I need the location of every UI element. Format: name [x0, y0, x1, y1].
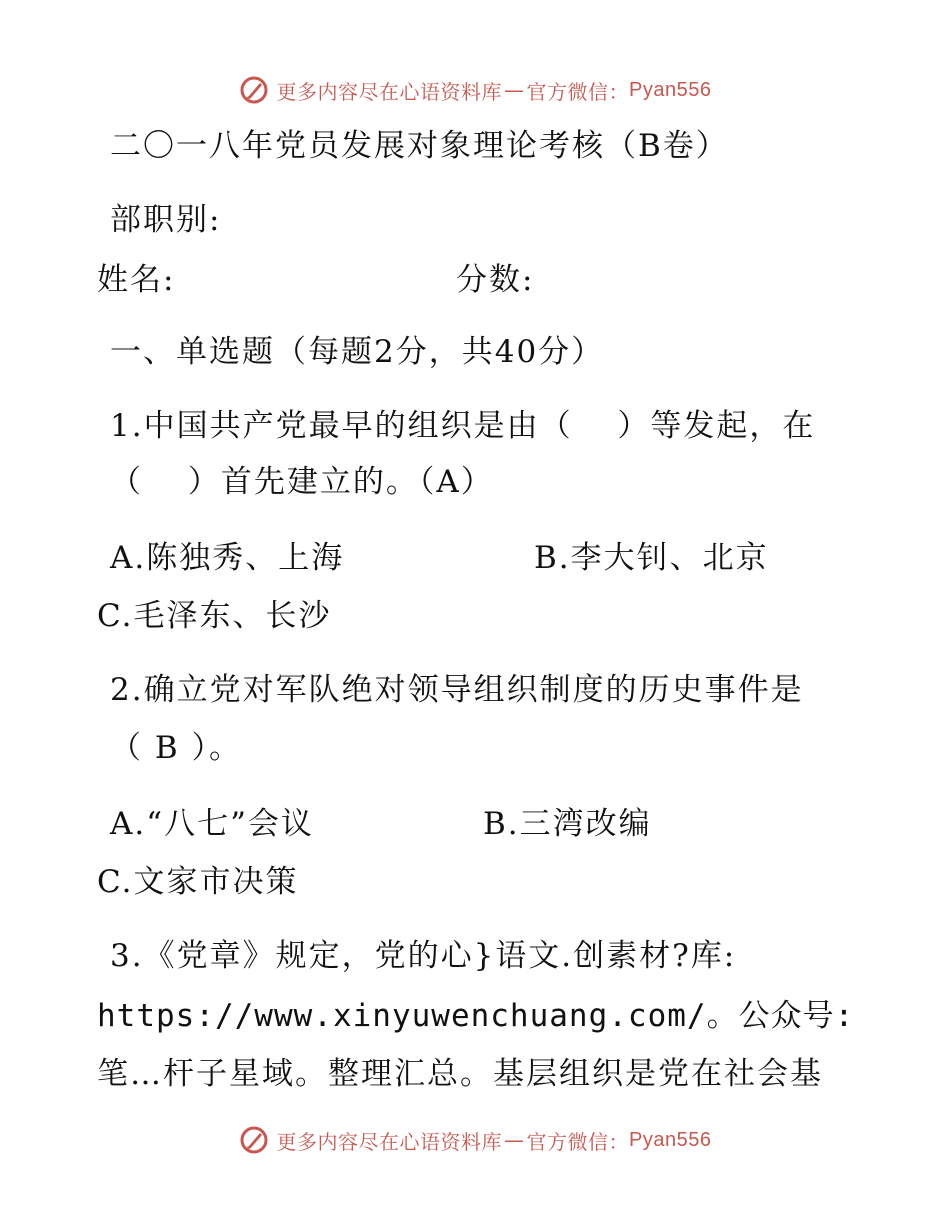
question-2-option-b: B.三湾改编: [483, 806, 652, 842]
question-1-line-1: 1.中国共产党最早的组织是由（ ）等发起，在: [110, 408, 816, 444]
question-3-line-3: 笔…杆子星域。整理汇总。基层组织是党在社会基: [97, 1056, 823, 1092]
banner-wechat-id: Pyan556: [629, 1128, 712, 1151]
question-1-option-c: C.毛泽东、长沙: [97, 598, 332, 634]
quill-logo-icon: [239, 1125, 269, 1155]
field-name-label: 姓名:: [97, 262, 176, 298]
banner-wechat-label: 官方微信：: [526, 1129, 630, 1154]
banner-dash: —: [504, 78, 525, 102]
quill-logo-icon: [239, 75, 269, 105]
banner-dash: —: [504, 1128, 525, 1152]
question-3-line-2: https://www.xinyuwenchuang.com/。公众号:: [97, 998, 855, 1034]
question-3-line-1: 3.《党章》规定，党的心}语文.创素材?库:: [110, 938, 737, 974]
banner-main-text: 更多内容尽在心语资料库: [276, 1129, 503, 1154]
field-department-label: 部职别:: [110, 202, 222, 238]
header-watermark-banner: [0, 68, 950, 112]
question-2-line-1: 2.确立党对军队绝对领导组织制度的历史事件是: [110, 672, 804, 708]
footer-watermark-banner: [0, 1118, 950, 1162]
banner-main-text: 更多内容尽在心语资料库: [276, 79, 503, 104]
section-title: 一、单选题（每题2分，共40分）: [110, 334, 605, 370]
document-title: 二〇一八年党员发展对象理论考核（B卷）: [110, 128, 729, 164]
question-1-option-a: A.陈独秀、上海: [110, 540, 345, 576]
banner-wechat-label: 官方微信：: [526, 79, 630, 104]
banner-wechat-id: Pyan556: [629, 78, 712, 101]
question-2-option-c: C.文家市决策: [97, 864, 299, 900]
question-2-line-2: （ B ）。: [110, 730, 242, 766]
question-1-option-b: B.李大钊、北京: [534, 540, 769, 576]
question-1-line-2: （ ）首先建立的。（A）: [110, 464, 494, 500]
field-score-label: 分数:: [456, 262, 535, 298]
question-2-option-a: A.“八七”会议: [110, 806, 314, 842]
